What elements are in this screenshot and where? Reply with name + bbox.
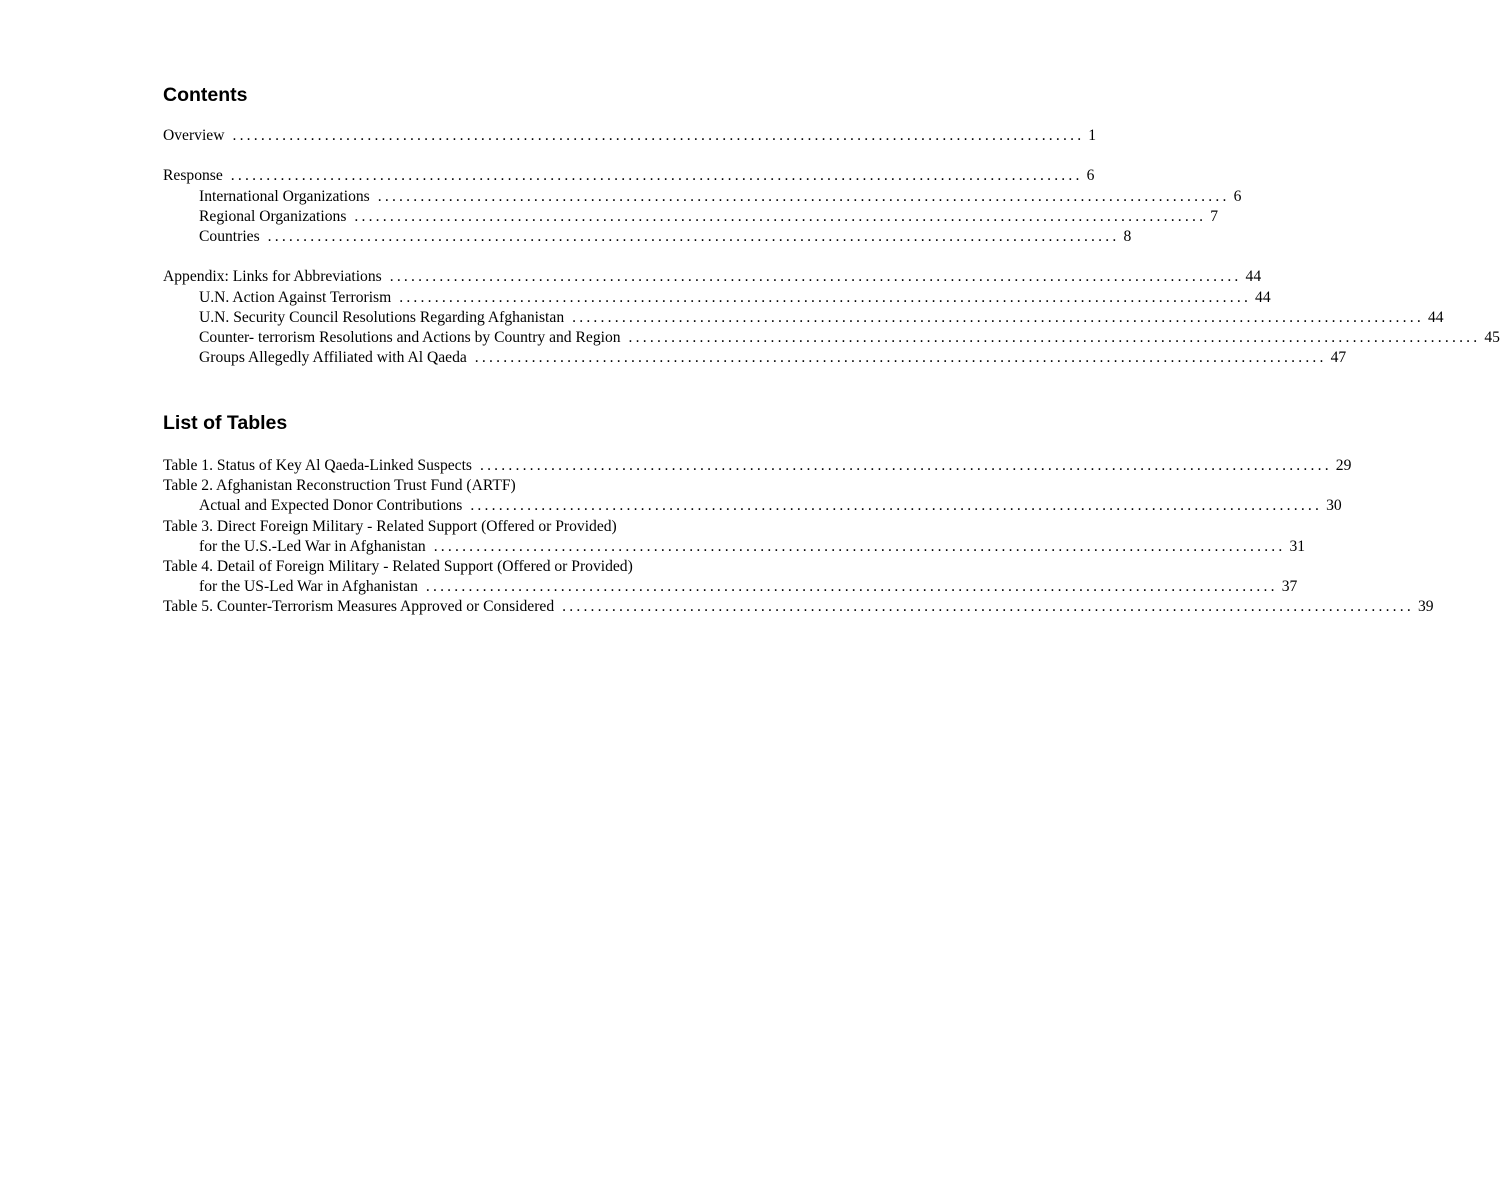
table-entry-label-line1: Table 4. Detail of Foreign Military - Related Support (Offered or Provided) xyxy=(163,557,633,575)
toc-entry-appendix[interactable] xyxy=(163,267,1262,287)
toc-entry-label: Counter- terrorism Resolutions and Actions by Country and Region xyxy=(199,328,621,346)
table-entry-1[interactable] xyxy=(163,456,1352,476)
toc-entry-label: Response xyxy=(163,167,223,185)
toc-entry-un-action[interactable] xyxy=(163,288,1271,308)
table-entry-2[interactable] xyxy=(163,476,1342,516)
dot-leader: ........................................................................................................................ xyxy=(628,328,1481,346)
toc-entry-label: Overview xyxy=(163,127,225,144)
table-entry-3[interactable] xyxy=(163,517,1306,557)
spacer xyxy=(163,146,759,166)
table-entry-label-line2: for the US-Led War in Afghanistan xyxy=(199,578,418,596)
toc-page-number: 7 xyxy=(1210,207,1218,225)
table-page-number: 39 xyxy=(1417,598,1434,616)
table-entry-label-line2: Actual and Expected Donor Contributions xyxy=(199,497,463,515)
spacer xyxy=(163,247,759,267)
table-entry-label: Table 5. Counter-Terrorism Measures Approved or Considered xyxy=(163,598,555,616)
toc-entry-response[interactable] xyxy=(163,166,1095,186)
dot-leader: ........................................................................................................................ xyxy=(389,268,1242,286)
toc-page-number: 47 xyxy=(1330,349,1347,367)
dot-leader: ........................................................................................................................ xyxy=(377,187,1230,205)
dot-leader: ........................................................................................................................ xyxy=(433,537,1286,555)
toc-entry-label: Countries xyxy=(199,227,260,245)
table-page-number: 29 xyxy=(1335,457,1352,474)
table-entry-label-line2: for the U.S.-Led War in Afghanistan xyxy=(199,537,426,555)
toc-entry-groups-al-qaeda[interactable] xyxy=(163,348,1347,368)
tables-list xyxy=(163,456,1434,618)
toc-entry-international-organizations[interactable] xyxy=(163,187,1242,207)
contents-heading: Contents xyxy=(163,84,248,106)
toc-page-number: 44 xyxy=(1255,288,1271,306)
toc-page-number: 8 xyxy=(1123,227,1132,245)
dot-leader: ........................................................................................................................ xyxy=(354,207,1207,225)
dot-leader: ........................................................................................................................ xyxy=(425,578,1278,596)
table-entry-label-line1: Table 3. Direct Foreign Military - Related Support (Offered or Provided) xyxy=(163,517,617,535)
toc-page-number: 44 xyxy=(1427,308,1444,326)
toc-page-number: 1 xyxy=(1088,127,1097,144)
table-page-number: 31 xyxy=(1289,537,1306,555)
toc-page-number: 6 xyxy=(1086,167,1095,185)
toc-entry-label: Groups Allegedly Affiliated with Al Qaeda xyxy=(199,349,467,367)
toc-page-number: 44 xyxy=(1245,268,1262,286)
table-entry-5[interactable] xyxy=(163,597,1434,617)
dot-leader: ........................................................................................................................ xyxy=(232,127,1085,144)
dot-leader: ........................................................................................................................ xyxy=(479,457,1332,474)
dot-leader: ........................................................................................................................ xyxy=(572,308,1424,326)
dot-leader: ........................................................................................................................ xyxy=(474,349,1327,367)
toc-entry-countries[interactable] xyxy=(163,227,1132,247)
table-page-number: 37 xyxy=(1281,578,1298,596)
table-entry-label: Table 1. Status of Key Al Qaeda-Linked Suspects xyxy=(163,457,472,474)
table-entry-4[interactable] xyxy=(163,557,1298,597)
table-entry-label-line1: Table 2. Afghanistan Reconstruction Trust Fund (ARTF) xyxy=(163,477,516,495)
toc-entry-label: International Organizations xyxy=(199,187,370,205)
toc-entry-label: U.N. Security Council Resolutions Regarding Afghanistan xyxy=(199,308,565,326)
dot-leader: ........................................................................................................................ xyxy=(562,598,1414,616)
dot-leader: ........................................................................................................................ xyxy=(470,497,1323,515)
contents-list xyxy=(163,126,1500,368)
toc-page-number: 45 xyxy=(1484,328,1500,346)
toc-entry-label: Appendix: Links for Abbreviations xyxy=(163,268,382,286)
dot-leader: ........................................................................................................................ xyxy=(399,288,1252,306)
toc-entry-label: U.N. Action Against Terrorism xyxy=(199,288,392,306)
toc-entry-un-security-council[interactable] xyxy=(163,308,1444,328)
list-of-tables-heading: List of Tables xyxy=(163,412,288,434)
toc-page-number: 6 xyxy=(1233,187,1242,205)
table-page-number: 30 xyxy=(1326,497,1342,515)
toc-entry-overview[interactable] xyxy=(163,126,1097,146)
dot-leader: ........................................................................................................................ xyxy=(267,227,1120,245)
dot-leader: ........................................................................................................................ xyxy=(230,167,1083,185)
toc-entry-regional-organizations[interactable] xyxy=(163,207,1218,227)
toc-entry-counter-terrorism-resolutions[interactable] xyxy=(163,328,1500,348)
toc-entry-label: Regional Organizations xyxy=(199,207,347,225)
